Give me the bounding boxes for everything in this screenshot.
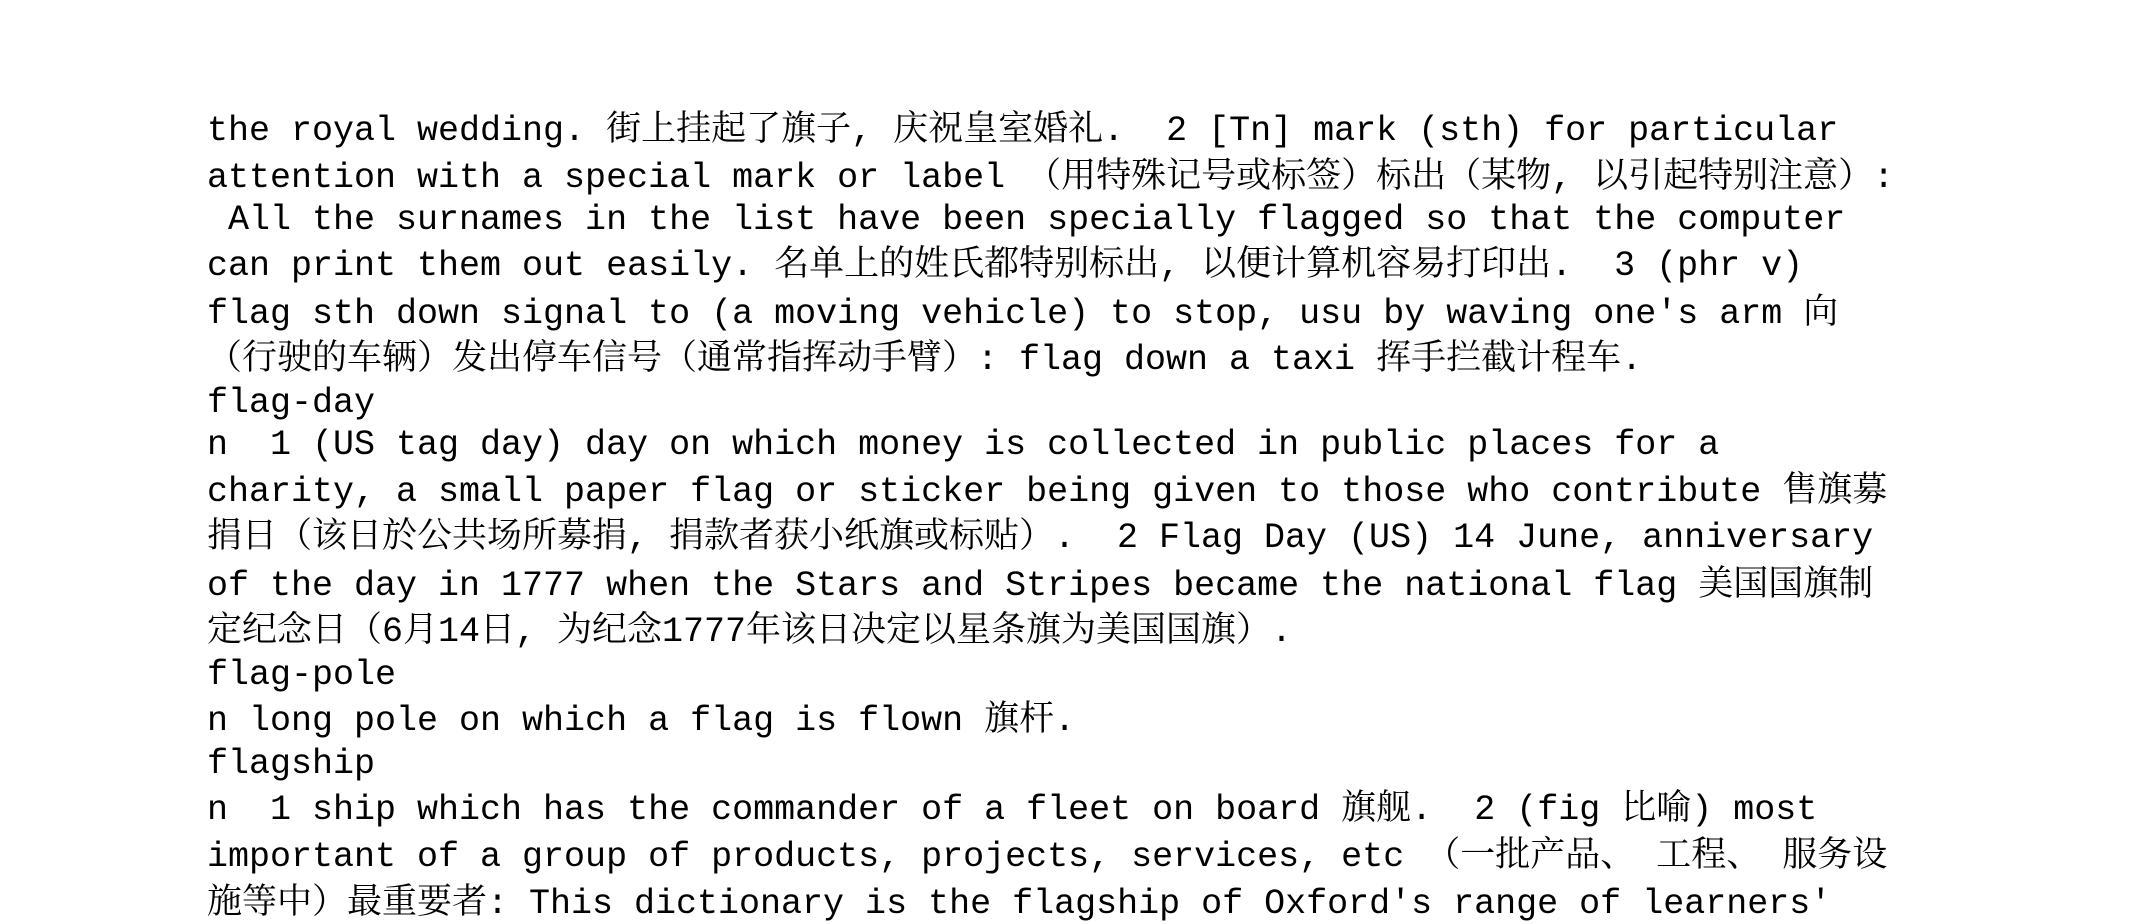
entry-text-line: can print them out easily. 名单上的姓氏都特别标出, 以便计算机容易打印出. 3 (phr v) — [207, 246, 1804, 286]
entry-text-line: 施等中）最重要者: This dictionary is the flagship of Oxford's range of learners' — [207, 884, 1832, 924]
headword-flag-day: flag-day — [207, 383, 376, 423]
entry-text-line: n 1 ship which has the commander of a fleet on board 旗舰. 2 (fig 比喻) most — [207, 790, 1818, 830]
entry-text-line: 定纪念日（6月14日, 为纪念1777年该日决定以星条旗为美国国旗）. — [207, 612, 1293, 652]
headword-flag-pole: flag-pole — [207, 655, 397, 695]
entry-text-line: （行驶的车辆）发出停车信号（通常指挥动手臂）: flag down a taxi 挥手拦截计程车. — [207, 340, 1643, 380]
entry-text-line: n 1 (US tag day) day on which money is collected in public places for a — [207, 425, 1720, 465]
headword-flagship: flagship — [207, 744, 376, 784]
entry-text-line: flag sth down signal to (a moving vehicle) to stop, usu by waving one's arm 向 — [207, 294, 1839, 334]
entry-text-line: the royal wedding. 街上挂起了旗子, 庆祝皇室婚礼. 2 [Tn] mark (sth) for particular — [207, 111, 1839, 151]
entry-text-line: of the day in 1777 when the Stars and Stripes became the national flag 美国国旗制 — [207, 566, 1874, 606]
entry-text-line: 捐日（该日於公共场所募捐, 捐款者获小纸旗或标贴）. 2 Flag Day (US) 14 June, anniversary — [207, 518, 1874, 558]
entry-text-line: n long pole on which a flag is flown 旗杆. — [207, 701, 1076, 741]
entry-text-line: important of a group of products, projects, services, etc （一批产品、 工程、 服务设 — [207, 837, 1888, 877]
entry-text-line: attention with a special mark or label （用特殊记号或标签）标出（某物, 以引起特别注意）: — [207, 158, 1895, 198]
entry-text-line: charity, a small paper flag or sticker being given to those who contribute 售旗募 — [207, 472, 1888, 512]
entry-text-line: All the surnames in the list have been specially flagged so that the computer — [207, 200, 1846, 240]
